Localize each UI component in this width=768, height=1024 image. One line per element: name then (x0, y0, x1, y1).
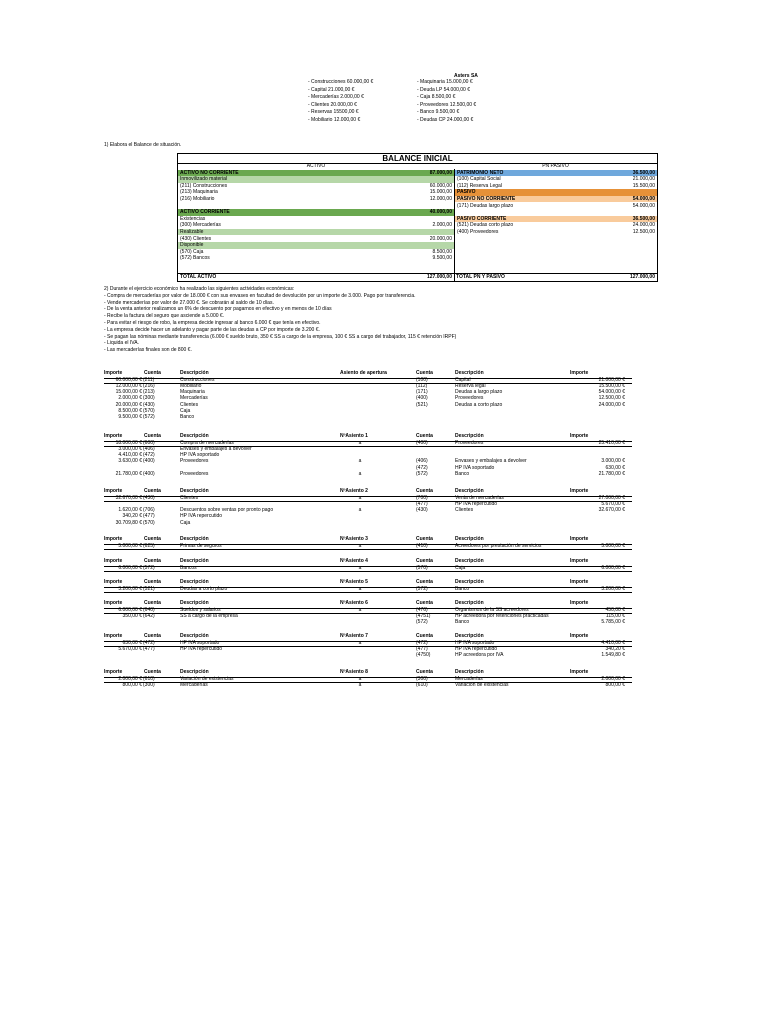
total-pasivo-label: TOTAL PN Y PASIVO (456, 274, 505, 280)
header-left-item: - Mercaderías 2.000,00 € (308, 94, 364, 101)
pasivo-row-value: 54.000,00 (632, 202, 655, 209)
journal-cell: (640) (143, 606, 155, 613)
activo-row-value: 87.000,00 (429, 169, 452, 176)
pasivo-row-label: PASIVO (457, 189, 476, 196)
journal-cell: Clientes (180, 494, 199, 501)
header-right-item: - Deudas CP 24.000,00 € (417, 117, 474, 123)
journal-cell: (570) (143, 407, 155, 414)
journal-cell: 5.000,00 € (118, 542, 142, 549)
journal-cell: Mobiliario (180, 383, 202, 389)
journal-cell: 5.670,00 € (601, 501, 625, 507)
journal-header-cell: Descripción (180, 579, 209, 585)
pasivo-row-label: PASIVO CORRIENTE (457, 215, 507, 222)
journal-cell: a (358, 564, 362, 571)
journal-cell: HP IVA repercutido (455, 501, 498, 507)
journal-cell: 15.000,00 € (115, 389, 142, 396)
journal-header-cell: Cuenta (144, 488, 161, 494)
journal-cell: Sueldos y salarios (180, 606, 221, 613)
journal-cell: (572) (143, 564, 155, 571)
balance-divider (454, 169, 455, 281)
journal-cell: (600) (143, 439, 155, 446)
pasivo-row-value: 54.000,00 (632, 195, 655, 202)
journal-cell: HP IVA soportado (180, 639, 220, 646)
journal-cell: Mercaderías (180, 395, 208, 402)
journal-cell: (476) (416, 606, 428, 613)
journal-header-cell: Cuenta (416, 433, 433, 439)
journal-cell: 2.000,00 € (118, 675, 142, 682)
journal-cell: (400) (143, 470, 155, 477)
journal-cell: 3.000,00 € (118, 446, 142, 452)
journal-header-cell: Descripción (180, 433, 209, 439)
journal-header-cell: NºAsiento 3 (340, 536, 368, 542)
journal-cell: Caja (180, 407, 191, 414)
activo-row-label: Realizable (180, 228, 204, 235)
journal-header-cell: Importe (104, 558, 123, 564)
total-activo-label: TOTAL ACTIVO (180, 274, 217, 280)
journal-cell: 5.000,00 € (601, 542, 625, 549)
journal-cell: 4.410,00 € (601, 639, 625, 646)
journal-cell: 21.780,00 € (598, 470, 625, 477)
journal-cell: 340,20 € (122, 513, 142, 520)
journal-cell: a (358, 682, 362, 688)
journal-header-cell: Descripción (180, 633, 209, 639)
journal-cell: 18.000,00 € (115, 439, 142, 446)
question-1: 1) Elabora el Balance de situación. (104, 142, 182, 148)
journal-cell: 6.000,00 € (118, 564, 142, 571)
journal-cell: (472) (143, 639, 155, 646)
activo-row-value: 15.000,00 (429, 189, 452, 196)
journal-cell: Reserva legal (455, 383, 486, 389)
journal-cell: (300) (143, 682, 155, 688)
journal-cell: Banco (180, 414, 195, 420)
journal-header-cell: Descripción (455, 600, 484, 606)
journal-header-cell: Importe (570, 433, 589, 439)
question-2-line: - Las mercaderías finales son de 800 €. (104, 347, 192, 354)
journal-cell: 21.000,00 € (598, 376, 625, 383)
journal-header-cell: Importe (104, 600, 123, 606)
journal-cell: 2.000,00 € (601, 675, 625, 682)
pasivo-row-value: 36.500,00 (632, 215, 655, 222)
journal-header-cell: Asiento de apertura (340, 370, 387, 376)
journal-cell: (625) (143, 542, 155, 549)
pasivo-row-label: PATRIMONIO NETO (457, 169, 504, 176)
header-left-item: - Mobiliario 12.000,00 € (308, 117, 361, 123)
journal-cell: HP acreedora por retenciones practicadas (455, 613, 549, 619)
journal-header-cell: Importe (570, 558, 589, 564)
activo-row-label: (430) Clientes (180, 235, 212, 242)
journal-cell: 60.000,00 € (115, 376, 142, 383)
activo-row-label: (572) Bancos (180, 255, 210, 262)
journal-header-cell: Importe (104, 669, 123, 675)
journal-cell: 115,00 € (605, 613, 625, 619)
journal-cell: (572) (143, 414, 155, 420)
journal-header-cell: Cuenta (144, 633, 161, 639)
header-left-item: - Clientes 20.000,00 € (308, 101, 357, 108)
pasivo-row-label: (171) Deudas largo plazo (457, 202, 514, 209)
pasivo-row-label: (521) Deudas corto plazo (457, 222, 514, 229)
pasivo-header: PN PASIVO (542, 163, 569, 169)
journal-cell: Mercaderías (180, 682, 208, 688)
journal-cell: a (358, 675, 362, 682)
journal-cell: 1.549,80 € (601, 652, 625, 659)
journal-cell: HP IVA soportado (180, 452, 220, 459)
pasivo-row-value: 12.500,00 (632, 228, 655, 235)
journal-header-cell: Cuenta (416, 488, 433, 494)
activo-row-value: 60.000,00 (429, 182, 452, 189)
company-name: Asters SA (454, 73, 478, 79)
journal-header-cell: Descripción (455, 536, 484, 542)
journal-cell: Variación de existencias (180, 675, 234, 682)
activo-row-value: 9.500,00 (432, 255, 452, 262)
journal-cell: 9.500,00 € (118, 414, 142, 420)
journal-entry-line (104, 592, 632, 593)
journal-cell: 800,00 € (122, 682, 142, 688)
journal-cell: 4.410,00 € (118, 452, 142, 459)
journal-cell: 630,00 € (122, 639, 142, 646)
question-2-line: - Para evitar el riesgo de robo, la empresa decide ingresar al banco 6.000 € que tenía en efectivo. (104, 320, 321, 326)
journal-cell: 6.000,00 € (601, 564, 625, 571)
journal-header-cell: Descripción (180, 558, 209, 564)
journal-cell: 340,20 € (605, 646, 625, 652)
journal-cell: (216) (143, 383, 155, 389)
header-left-item: - Capital 21.000,00 € (308, 86, 355, 93)
journal-header-cell: Importe (104, 488, 123, 494)
journal-cell: (400) (143, 458, 155, 465)
pasivo-row-label: PASIVO NO CORRIENTE (457, 195, 516, 202)
journal-cell: HP IVA repercutido (180, 513, 223, 520)
journal-header-cell: NºAsiento 1 (340, 433, 368, 439)
journal-header-cell: Descripción (455, 370, 484, 376)
pasivo-row-label: (112) Reserva Legal (457, 182, 502, 189)
header-left-item: - Construcciones 60.000,00 € (308, 79, 374, 85)
journal-cell: 3.630,00 € (118, 458, 142, 465)
journal-header-cell: Cuenta (416, 536, 433, 542)
journal-cell: 15.500,00 € (598, 383, 625, 389)
journal-header-cell: Importe (104, 536, 123, 542)
activo-row-label: (211) Construcciones (180, 182, 228, 189)
journal-cell: 12.000,00 € (115, 383, 142, 389)
journal-cell: (400) (416, 439, 428, 446)
activo-row-value: 12.000,00 (429, 195, 452, 202)
journal-cell: Maquinaria (180, 389, 205, 396)
journal-cell: Clientes (455, 507, 474, 514)
journal-cell: HP IVA soportado (455, 639, 495, 646)
question-2-line: - De la venta anterior realizamos un 6% de descuento por pagarnos en efectivo y en menos de 10 días (104, 306, 332, 313)
journal-cell: (400) (416, 395, 428, 402)
journal-cell: a (358, 494, 362, 501)
journal-cell: 630,00 € (605, 464, 625, 471)
journal-cell: (4751) (416, 613, 431, 619)
pasivo-row-value: 24.000,00 (632, 222, 655, 229)
journal-cell: 6.000,00 € (118, 606, 142, 613)
pasivo-row-label: (100) Capital Social (457, 176, 501, 183)
journal-header-cell: Cuenta (416, 558, 433, 564)
journal-cell: (700) (416, 494, 428, 501)
activo-row-label: (570) Caja (180, 248, 204, 255)
question-2-line: 2) Durante el ejercicio económico ha realizado las siguientes actividades económicas: (104, 286, 295, 292)
journal-cell: (410) (416, 542, 428, 549)
journal-header-cell: Importe (104, 633, 123, 639)
journal-cell: HP IVA soportado (455, 464, 495, 471)
journal-cell: a (358, 639, 362, 646)
activo-row-value: 20.000,00 (429, 235, 452, 242)
activo-row-label: (213) Maquinaria (180, 189, 218, 196)
journal-cell: a (358, 470, 362, 477)
journal-header-cell: Cuenta (416, 600, 433, 606)
question-2-line: - Se pagan las nóminas mediante transferencia (6.000 € sueldo bruto, 350 € SS a cargo de la empresa, 100 € SS a cargo del trabajador, 115 € retención IRPF) (104, 333, 457, 340)
header-right-item: - Proveedores 12.500,00 € (417, 101, 477, 108)
journal-cell: Deudas a corto plazo (180, 585, 228, 592)
journal-cell: 5.670,00 € (118, 646, 142, 652)
journal-cell: a (358, 585, 362, 592)
journal-cell: Deudas a largo plazo (455, 389, 503, 396)
header-right-item: - Banco 9.500,00 € (417, 109, 460, 116)
journal-cell: Proveedores (180, 458, 209, 465)
journal-cell: 800,00 € (605, 682, 625, 688)
journal-header-cell: Importe (104, 433, 123, 439)
question-2-line: - Compra de mercaderías por valor de 18.000 € con sus envases en facultad de devolución por un importe de 3.000. Pago por transferencia. (104, 292, 416, 299)
journal-header-cell: Importe (570, 488, 589, 494)
journal-cell: 3.000,00 € (601, 458, 625, 465)
journal-header-cell: Cuenta (144, 433, 161, 439)
header-right-item: - Maquinaria 15.000,00 € (417, 79, 473, 85)
activo-row-label: Inmovilizado material (180, 176, 227, 183)
activo-row-value: 8.500,00 (432, 248, 452, 255)
journal-cell: 5.785,00 € (601, 619, 625, 626)
journal-cell: 20.000,00 € (115, 401, 142, 408)
journal-header-cell: Cuenta (144, 370, 161, 376)
question-2-line: - Liquida el IVA. (104, 340, 139, 347)
journal-header-cell: Descripción (455, 633, 484, 639)
journal-cell: Banco (455, 585, 470, 592)
journal-cell: a (358, 606, 362, 613)
journal-cell: Construcciones (180, 376, 215, 383)
journal-cell: (430) (416, 507, 428, 514)
journal-cell: (477) (143, 513, 155, 520)
journal-cell: (406) (416, 458, 428, 465)
journal-header-cell: Descripción (180, 669, 209, 675)
activo-row-value: 40.000,00 (429, 209, 452, 216)
journal-cell: 3.200,00 € (118, 585, 142, 592)
activo-row-label: Existencias (180, 215, 206, 222)
activo-header: ACTIVO (306, 163, 326, 169)
journal-header-cell: Descripción (455, 669, 484, 675)
journal-cell: Caja (455, 564, 466, 571)
journal-cell: Acreedores por prestación de servicios (455, 542, 542, 549)
journal-cell: Variación de existencias (455, 682, 509, 688)
journal-cell: (572) (416, 619, 428, 626)
journal-header-cell: Importe (570, 633, 589, 639)
journal-cell: 25.410,00 € (598, 439, 625, 446)
journal-cell: (211) (143, 376, 155, 383)
activo-row-label: Disponible (180, 242, 204, 249)
journal-header-cell: Importe (570, 600, 589, 606)
journal-header-cell: NºAsiento 7 (340, 633, 368, 639)
journal-entry-line (104, 571, 632, 572)
journal-cell: Proveedores (180, 470, 209, 477)
pasivo-row-value: 21.000,00 (632, 176, 655, 183)
activo-row-value: 2.000,00 (432, 222, 452, 229)
journal-header-cell: NºAsiento 6 (340, 600, 368, 606)
journal-cell: (300) (416, 675, 428, 682)
header-right-item: - Deuda LP 54.000,00 € (417, 86, 471, 93)
journal-header-cell: Cuenta (144, 669, 161, 675)
activo-row-label: (300) Mercaderías (180, 222, 221, 229)
journal-header-cell: Cuenta (144, 600, 161, 606)
journal-cell: 12.500,00 € (598, 395, 625, 402)
journal-cell: 30.709,80 € (115, 519, 142, 526)
journal-header-cell: Descripción (455, 558, 484, 564)
journal-cell: (213) (143, 389, 155, 396)
journal-cell: SS a cargo de la empresa (180, 613, 238, 619)
journal-cell: 2.000,00 € (118, 395, 142, 402)
journal-cell: (430) (143, 494, 155, 501)
journal-cell: HP acreedora por IVA (455, 652, 504, 659)
journal-header-cell: Importe (570, 579, 589, 585)
pasivo-row-value: 15.500,00 (632, 182, 655, 189)
journal-header-cell: Importe (104, 370, 123, 376)
journal-cell: (572) (416, 470, 428, 477)
journal-cell: 24.000,00 € (598, 401, 625, 408)
journal-cell: Descuentos sobre ventas por pronto pago (180, 507, 274, 514)
journal-cell: (706) (143, 507, 155, 514)
journal-cell: (570) (143, 519, 155, 526)
journal-cell: 32.670,00 € (115, 494, 142, 501)
journal-cell: 27.000,00 € (598, 494, 625, 501)
journal-cell: Compra de mercaderías (180, 439, 234, 446)
journal-cell: (610) (143, 675, 155, 682)
journal-cell: (610) (416, 682, 428, 688)
journal-cell: HP IVA repercutido (180, 646, 223, 652)
journal-cell: (112) (416, 383, 428, 389)
activo-row-label: ACTIVO CORRIENTE (180, 209, 230, 216)
journal-header-cell: NºAsiento 8 (340, 669, 368, 675)
journal-cell: (477) (416, 501, 428, 507)
pasivo-row-label: (400) Proveedores (457, 228, 499, 235)
journal-cell: 450,00 € (605, 606, 625, 613)
journal-header-cell: Descripción (455, 579, 484, 585)
journal-cell: 1.620,00 € (118, 507, 142, 514)
journal-cell: Deudas a corto plazo (455, 401, 503, 408)
journal-header-cell: Descripción (180, 488, 209, 494)
journal-header-cell: Descripción (455, 488, 484, 494)
journal-header-cell: Descripción (180, 370, 209, 376)
journal-cell: Envases y embalajes a devolver (455, 458, 527, 465)
journal-cell: Bancos (180, 564, 197, 571)
pasivo-row-value: 36.500,00 (632, 169, 655, 176)
journal-cell: (572) (416, 585, 428, 592)
journal-header-cell: Importe (570, 536, 589, 542)
journal-cell: (472) (416, 464, 428, 471)
journal-header-cell: Descripción (180, 536, 209, 542)
journal-entry-line (104, 549, 632, 550)
question-2-line: - La empresa decide hacer un adelanto y pagar parte de las deudas a CP por importe de 3.200 €. (104, 326, 320, 333)
journal-cell: (570) (416, 564, 428, 571)
activo-row-label: (216) Mobiliario (180, 195, 215, 202)
journal-header-cell: Importe (104, 579, 123, 585)
journal-cell: Organismos de la SS acreedores (455, 606, 529, 613)
journal-cell: 350,00 € (122, 613, 142, 619)
journal-cell: (472) (416, 639, 428, 646)
journal-cell: (477) (416, 646, 428, 652)
activo-row-label: ACTIVO NO CORRIENTE (180, 169, 239, 176)
journal-cell: Envases y embalajes a devolver (180, 446, 252, 452)
journal-header-cell: Importe (570, 370, 589, 376)
journal-cell: (100) (416, 376, 428, 383)
journal-cell: Proveedores (455, 395, 484, 402)
journal-cell: a (358, 439, 362, 446)
journal-cell: (300) (143, 395, 155, 402)
journal-cell: (430) (143, 401, 155, 408)
journal-cell: (171) (416, 389, 428, 396)
question-2-line: - Recibe la factura del seguro que asciende a 5.000 €. (104, 313, 225, 320)
journal-cell: (406) (143, 446, 155, 452)
journal-cell: Primas de seguros (180, 542, 222, 549)
journal-cell: (477) (143, 646, 155, 652)
journal-cell: Clientes (180, 401, 199, 408)
journal-cell: Banco (455, 619, 470, 626)
header-right-item: - Caja 8.500,00 € (417, 94, 456, 101)
total-pasivo-value: 127.000,00 (629, 274, 655, 280)
journal-header-cell: Cuenta (144, 558, 161, 564)
journal-cell: Proveedores (455, 439, 484, 446)
journal-header-cell: Cuenta (416, 579, 433, 585)
journal-cell: a (358, 458, 362, 465)
journal-header-cell: Descripción (455, 433, 484, 439)
journal-cell: Banco (455, 470, 470, 477)
journal-header-cell: NºAsiento 2 (340, 488, 368, 494)
journal-header-cell: Cuenta (416, 370, 433, 376)
journal-cell: Capital (455, 376, 471, 383)
question-2-line: - Vende mercaderías por valor de 27.000 €. Se cobrarán al saldo de 10 días. (104, 299, 274, 306)
journal-cell: 8.500,00 € (118, 407, 142, 414)
journal-header-cell: NºAsiento 5 (340, 579, 368, 585)
journal-cell: a (358, 507, 362, 514)
journal-cell: Caja (180, 519, 191, 526)
header-left-item: - Reservas 15500,00 € (308, 109, 359, 116)
journal-cell: 54.000,00 € (598, 389, 625, 396)
journal-header-cell: Cuenta (416, 669, 433, 675)
journal-cell: 32.670,00 € (598, 507, 625, 514)
journal-header-cell: NºAsiento 4 (340, 558, 368, 564)
journal-cell: Mercaderías (455, 675, 483, 682)
journal-header-cell: Importe (570, 669, 589, 675)
journal-cell: (521) (416, 401, 428, 408)
journal-cell: a (358, 542, 362, 549)
journal-cell: 3.200,00 € (601, 585, 625, 592)
journal-cell: (4750) (416, 652, 431, 659)
journal-cell: (472) (143, 452, 155, 459)
journal-header-cell: Cuenta (144, 579, 161, 585)
journal-header-cell: Cuenta (416, 633, 433, 639)
journal-cell: Venta de mercaderías (455, 494, 504, 501)
balance-table (177, 153, 658, 282)
journal-header-cell: Descripción (180, 600, 209, 606)
total-activo-value: 127.000,00 (426, 274, 452, 280)
journal-cell: (642) (143, 613, 155, 619)
balance-title: BALANCE INICIAL (178, 154, 657, 164)
journal-cell: 21.780,00 € (115, 470, 142, 477)
journal-cell: (521) (143, 585, 155, 592)
journal-cell: HP IVA repercutido (455, 646, 498, 652)
journal-header-cell: Cuenta (144, 536, 161, 542)
